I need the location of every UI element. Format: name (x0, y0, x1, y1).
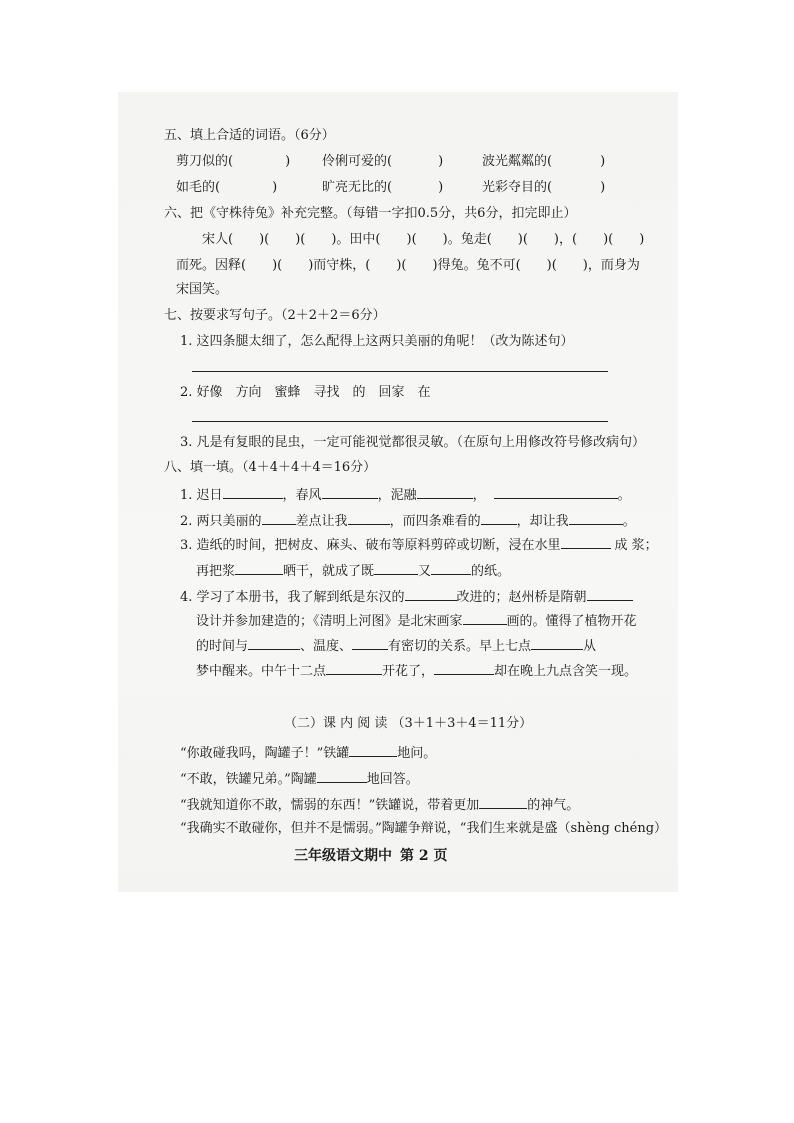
s8-question-3a: 3. 造纸的时间，把树皮、麻头、破布等原料剪碎或切断，浸在水里 成 浆； (180, 538, 658, 553)
reading-paragraph-2: “不敢，铁罐兄弟。”陶罐 地回答。 (180, 772, 419, 787)
blank[interactable] (561, 536, 611, 549)
blank[interactable] (349, 744, 397, 757)
footer-subject: 三年级语文期中 (294, 848, 392, 864)
s6-line-2: 而死。因释( )( )而守株，( )( )得兔。兔不可( )( )，而身为 (176, 258, 640, 273)
s5-item-6: 光彩夺目的( ) (482, 180, 606, 195)
blank[interactable] (322, 486, 378, 499)
blank[interactable] (326, 662, 382, 675)
blank[interactable] (463, 612, 507, 625)
s7-question-2: 2. 好像 方向 蜜蜂 寻找 的 回家 在 (180, 385, 431, 400)
blank[interactable] (417, 486, 473, 499)
s7-answer-line-2[interactable] (192, 421, 608, 422)
reading-title: （二）课 内 阅 读 （3＋1＋3＋4＝11分） (284, 716, 533, 731)
section-8-title: 八、填一填。（4＋4＋4＋4＝16分） (164, 460, 377, 475)
section-7-title: 七、按要求写句子。（2＋2＋2＝6分） (164, 308, 386, 323)
s7-answer-line-1[interactable] (192, 371, 608, 372)
blank[interactable] (481, 512, 517, 525)
blank[interactable] (374, 562, 418, 575)
s6-line-1: 宋人( )( )( )。田中( )( )。兔走( )( )，( )( ) (202, 232, 645, 247)
blank[interactable] (531, 637, 583, 650)
s8-question-4c: 的时间与 、温度、 有密切的关系。早上七点 从 (196, 639, 597, 654)
blank[interactable] (317, 770, 367, 783)
s8-question-1: 1. 迟日 ，春风 ，泥融 ， 。 (180, 488, 631, 503)
reading-paragraph-4: “我确实不敢碰你，但并不是懦弱。”陶罐争辩说，“我们生来就是盛（shèng chéng） (180, 821, 668, 836)
blank[interactable] (569, 512, 623, 525)
reading-paragraph-1: “你敢碰我吗，陶罐子！”铁罐 地问。 (180, 746, 437, 761)
s8-question-3b: 再把浆 晒干，就成了既 又 的纸。 (196, 564, 511, 579)
s5-item-2: 伶俐可爱的( ) (322, 154, 444, 169)
blank[interactable] (587, 588, 633, 601)
s5-item-3: 波光粼粼的( ) (482, 154, 606, 169)
blank[interactable] (223, 486, 283, 499)
blank[interactable] (262, 512, 296, 525)
section-6-title: 六、把《守株待兔》补充完整。（每错一字扣0.5分，共6分，扣完即止） (164, 206, 577, 221)
reading-paragraph-3: “我就知道你不敢，懦弱的东西！”铁罐说，带着更加 的神气。 (180, 798, 580, 813)
footer-page-number: 第 2 页 (400, 848, 448, 864)
blank[interactable] (405, 588, 457, 601)
s8-question-4a: 4. 学习了本册书，我了解到纸是东汉的 改进的；赵州桥是隋朝 (180, 588, 633, 606)
section-5-title: 五、填上合适的词语。（6分） (164, 128, 335, 143)
s8-question-2: 2. 两只美丽的 差点让我 ，而四条难看的 ，却让我 。 (180, 514, 636, 529)
blank[interactable] (352, 637, 388, 650)
blank[interactable] (434, 662, 494, 675)
s5-item-5: 旷亮无比的( ) (322, 180, 444, 195)
s6-line-3: 宋国笑。 (176, 282, 229, 297)
blank[interactable] (248, 637, 300, 650)
blank[interactable] (494, 486, 618, 499)
s8-question-4d: 梦中醒来。中午十二点 开花了， 却在晚上九点含笑一现。 (196, 664, 638, 679)
blank[interactable] (348, 512, 390, 525)
blank[interactable] (235, 562, 283, 575)
s8-question-4b: 设计并参加建造的；《清明上河图》是北宋画家 画的。懂得了植物开花 (196, 614, 637, 629)
s7-question-3: 3. 凡是有复眼的昆虫，一定可能视觉都很灵敏。（在原句上用修改符号修改病句） (180, 435, 646, 450)
s5-item-1: 剪刀似的( ) (176, 154, 291, 169)
s5-item-4: 如毛的( ) (176, 180, 278, 195)
blank[interactable] (431, 562, 471, 575)
s7-question-1: 1. 这四条腿太细了，怎么配得上这两只美丽的角呢！（改为陈述句） (180, 334, 574, 349)
blank[interactable] (479, 796, 527, 809)
